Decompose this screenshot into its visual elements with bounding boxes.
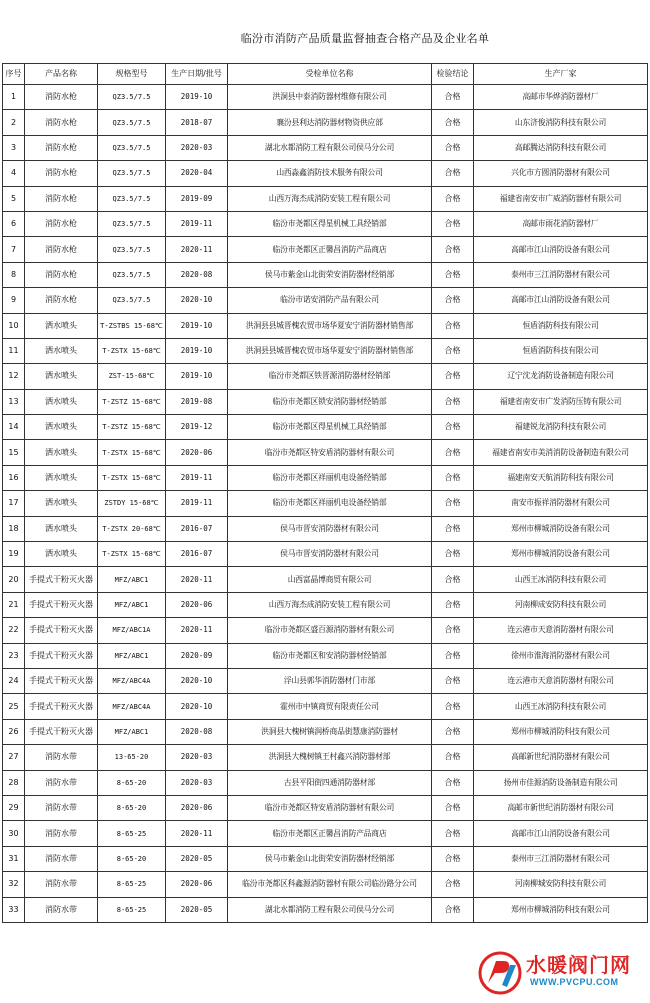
cell-index: 14	[3, 415, 25, 440]
col-header-model: 规格型号	[98, 64, 166, 85]
cell-product: 消防水枪	[25, 161, 98, 186]
cell-manufacturer: 高邮市雨花消防器材厂	[474, 211, 648, 236]
cell-manufacturer: 郑州市柳城消防科技有限公司	[474, 719, 648, 744]
cell-model: ZSTDY 15-68℃	[98, 491, 166, 516]
table-row	[3, 770, 648, 795]
cell-date: 2019-09	[166, 186, 228, 211]
cell-model: MFZ/ABC4A	[98, 694, 166, 719]
table-row	[3, 415, 648, 440]
cell-product: 消防水带	[25, 795, 98, 820]
cell-product: 消防水枪	[25, 85, 98, 110]
cell-manufacturer: 福建省南安市广威消防器材有限公司	[474, 186, 648, 211]
cell-product: 洒水喷头	[25, 440, 98, 465]
cell-manufacturer: 福建锐龙消防科技有限公司	[474, 415, 648, 440]
cell-model: 8-65-20	[98, 795, 166, 820]
cell-manufacturer: 郑州市柳城消防设备有限公司	[474, 516, 648, 541]
cell-date: 2020-03	[166, 745, 228, 770]
cell-product: 洒水喷头	[25, 465, 98, 490]
cell-index: 9	[3, 288, 25, 313]
cell-manufacturer: 福建省南安市美消消防设备制造有限公司	[474, 440, 648, 465]
table-row	[3, 795, 648, 820]
cell-model: QZ3.5/7.5	[98, 110, 166, 135]
cell-product: 洒水喷头	[25, 415, 98, 440]
cell-result: 合格	[432, 668, 474, 693]
cell-model: 8-65-20	[98, 846, 166, 871]
cell-manufacturer: 山西王冰消防科技有限公司	[474, 567, 648, 592]
cell-model: T-ZSTZ 15-68℃	[98, 389, 166, 414]
cell-manufacturer: 高邮腾达消防科技有限公司	[474, 135, 648, 160]
cell-index: 33	[3, 897, 25, 922]
cell-inspected-unit: 霍州市中镇商贸有限责任公司	[228, 694, 432, 719]
cell-manufacturer: 高邮市江山消防设备有限公司	[474, 288, 648, 313]
cell-inspected-unit: 侯马市晋安消防器材有限公司	[228, 542, 432, 567]
cell-index: 21	[3, 592, 25, 617]
cell-result: 合格	[432, 288, 474, 313]
pv-logo-icon	[476, 949, 524, 997]
cell-result: 合格	[432, 161, 474, 186]
cell-model: T-ZSTX 15-68℃	[98, 440, 166, 465]
cell-inspected-unit: 洪洞县大槐树镇润桥商品街慧康消防器材	[228, 719, 432, 744]
cell-model: ZST-15-68℃	[98, 364, 166, 389]
cell-index: 13	[3, 389, 25, 414]
cell-date: 2020-10	[166, 694, 228, 719]
cell-result: 合格	[432, 846, 474, 871]
cell-result: 合格	[432, 186, 474, 211]
cell-result: 合格	[432, 643, 474, 668]
cell-date: 2016-07	[166, 516, 228, 541]
cell-result: 合格	[432, 592, 474, 617]
cell-date: 2019-11	[166, 465, 228, 490]
cell-date: 2020-11	[166, 821, 228, 846]
cell-manufacturer: 山东济俊消防科技有限公司	[474, 110, 648, 135]
cell-product: 手提式干粉灭火器	[25, 694, 98, 719]
cell-index: 4	[3, 161, 25, 186]
cell-inspected-unit: 洪洞县中泰消防器材维修有限公司	[228, 85, 432, 110]
table-row	[3, 465, 648, 490]
cell-model: T-ZSTBS 15-68℃	[98, 313, 166, 338]
cell-inspected-unit: 洪洞县县城晋槐农贸市场华夏安宁消防器材销售部	[228, 338, 432, 363]
cell-inspected-unit: 临汾市尧都区得星机械工具经销部	[228, 211, 432, 236]
cell-result: 合格	[432, 694, 474, 719]
cell-result: 合格	[432, 237, 474, 262]
cell-product: 消防水枪	[25, 135, 98, 160]
cell-inspected-unit: 浮山县郭华消防器材门市部	[228, 668, 432, 693]
table-row	[3, 491, 648, 516]
table-row	[3, 389, 648, 414]
cell-manufacturer: 福建省南安市广发消防压铸有限公司	[474, 389, 648, 414]
cell-result: 合格	[432, 745, 474, 770]
cell-manufacturer: 高邮市华烨消防器材厂	[474, 85, 648, 110]
cell-date: 2020-03	[166, 770, 228, 795]
cell-date: 2020-06	[166, 592, 228, 617]
cell-product: 洒水喷头	[25, 364, 98, 389]
cell-date: 2020-05	[166, 897, 228, 922]
cell-inspected-unit: 临汾市尧都区铁晋源消防器材经销部	[228, 364, 432, 389]
cell-model: T-ZSTX 15-68℃	[98, 465, 166, 490]
cell-inspected-unit: 湖北水都消防工程有限公司侯马分公司	[228, 897, 432, 922]
cell-model: QZ3.5/7.5	[98, 161, 166, 186]
cell-result: 合格	[432, 364, 474, 389]
cell-index: 16	[3, 465, 25, 490]
cell-model: 8-65-25	[98, 872, 166, 897]
cell-manufacturer: 山西王冰消防科技有限公司	[474, 694, 648, 719]
cell-inspected-unit: 侯马市晋安消防器材有限公司	[228, 516, 432, 541]
cell-date: 2020-04	[166, 161, 228, 186]
cell-date: 2020-06	[166, 872, 228, 897]
cell-manufacturer: 河南柳成安防科技有限公司	[474, 592, 648, 617]
cell-inspected-unit: 侯马市紫金山北街荣安消防器材经销部	[228, 262, 432, 287]
cell-manufacturer: 恒盾消防科技有限公司	[474, 313, 648, 338]
col-header-index: 序号	[3, 64, 25, 85]
cell-product: 消防水带	[25, 872, 98, 897]
col-header-inspected-unit: 受检单位名称	[228, 64, 432, 85]
page-title: 临汾市消防产品质量监督抽查合格产品及企业名单	[240, 32, 490, 45]
cell-result: 合格	[432, 770, 474, 795]
cell-model: 8-65-25	[98, 821, 166, 846]
table-row	[3, 897, 648, 922]
cell-product: 手提式干粉灭火器	[25, 643, 98, 668]
cell-manufacturer: 高邮市新世纪消防器材有限公司	[474, 795, 648, 820]
cell-product: 消防水枪	[25, 262, 98, 287]
cell-date: 2020-10	[166, 668, 228, 693]
cell-date: 2019-10	[166, 85, 228, 110]
cell-inspected-unit: 临汾市尧都区祥丽机电设备经销部	[228, 491, 432, 516]
cell-index: 28	[3, 770, 25, 795]
cell-product: 消防水带	[25, 770, 98, 795]
cell-index: 27	[3, 745, 25, 770]
cell-inspected-unit: 洪洞县县城晋槐农贸市场华夏安宁消防器材销售部	[228, 313, 432, 338]
cell-manufacturer: 辽宁沈龙消防设备制造有限公司	[474, 364, 648, 389]
cell-result: 合格	[432, 542, 474, 567]
cell-product: 手提式干粉灭火器	[25, 668, 98, 693]
cell-inspected-unit: 临汾市尧都区得星机械工具经销部	[228, 415, 432, 440]
cell-date: 2019-08	[166, 389, 228, 414]
cell-date: 2020-09	[166, 643, 228, 668]
col-header-result: 检验结论	[432, 64, 474, 85]
cell-product: 洒水喷头	[25, 542, 98, 567]
cell-product: 消防水带	[25, 821, 98, 846]
cell-inspected-unit: 湖北水都消防工程有限公司侯马分公司	[228, 135, 432, 160]
table-row	[3, 135, 648, 160]
table-row	[3, 211, 648, 236]
cell-product: 消防水枪	[25, 288, 98, 313]
cell-model: T-ZSTX 20-68℃	[98, 516, 166, 541]
cell-index: 17	[3, 491, 25, 516]
table-body	[3, 85, 648, 923]
cell-model: MFZ/ABC1A	[98, 618, 166, 643]
cell-product: 手提式干粉灭火器	[25, 567, 98, 592]
cell-index: 26	[3, 719, 25, 744]
cell-result: 合格	[432, 465, 474, 490]
cell-model: 8-65-25	[98, 897, 166, 922]
table-row	[3, 821, 648, 846]
cell-index: 19	[3, 542, 25, 567]
table-row	[3, 85, 648, 110]
cell-inspected-unit: 古县平阳街四通消防器材部	[228, 770, 432, 795]
cell-inspected-unit: 临汾市尧都区特安盾消防器材有限公司	[228, 440, 432, 465]
table-row	[3, 567, 648, 592]
cell-index: 3	[3, 135, 25, 160]
cell-model: MFZ/ABC1	[98, 719, 166, 744]
cell-inspected-unit: 临汾市尧都区盛百源消防器材有限公司	[228, 618, 432, 643]
cell-index: 18	[3, 516, 25, 541]
cell-product: 洒水喷头	[25, 389, 98, 414]
cell-product: 手提式干粉灭火器	[25, 618, 98, 643]
col-header-date: 生产日期/批号	[166, 64, 228, 85]
table-row	[3, 313, 648, 338]
cell-result: 合格	[432, 262, 474, 287]
cell-date: 2020-05	[166, 846, 228, 871]
cell-inspected-unit: 临汾市诺安消防产品有限公司	[228, 288, 432, 313]
cell-manufacturer: 连云港市天意消防器材有限公司	[474, 618, 648, 643]
cell-manufacturer: 泰州市三江消防器材有限公司	[474, 846, 648, 871]
cell-inspected-unit: 临汾市尧都区锁安消防器材经销部	[228, 389, 432, 414]
table-row	[3, 338, 648, 363]
cell-index: 6	[3, 211, 25, 236]
cell-inspected-unit: 侯马市紫金山北街荣安消防器材经销部	[228, 846, 432, 871]
cell-result: 合格	[432, 440, 474, 465]
cell-product: 洒水喷头	[25, 491, 98, 516]
table-row	[3, 592, 648, 617]
cell-inspected-unit: 山西富晶博商贸有限公司	[228, 567, 432, 592]
cell-index: 30	[3, 821, 25, 846]
table-row	[3, 110, 648, 135]
cell-date: 2020-11	[166, 618, 228, 643]
col-header-manufacturer: 生产厂家	[474, 64, 648, 85]
cell-result: 合格	[432, 85, 474, 110]
cell-date: 2020-06	[166, 440, 228, 465]
cell-manufacturer: 扬州市佳源消防设备制造有限公司	[474, 770, 648, 795]
cell-result: 合格	[432, 719, 474, 744]
cell-result: 合格	[432, 135, 474, 160]
table-row	[3, 440, 648, 465]
cell-model: T-ZSTX 15-68℃	[98, 542, 166, 567]
cell-product: 手提式干粉灭火器	[25, 719, 98, 744]
cell-date: 2020-11	[166, 567, 228, 592]
table-row	[3, 186, 648, 211]
cell-product: 消防水带	[25, 897, 98, 922]
cell-inspected-unit: 山西万海杰成消防安装工程有限公司	[228, 592, 432, 617]
cell-date: 2019-10	[166, 338, 228, 363]
cell-product: 手提式干粉灭火器	[25, 592, 98, 617]
cell-model: QZ3.5/7.5	[98, 237, 166, 262]
cell-inspected-unit: 临汾市尧都区正馨昌消防产品商店	[228, 237, 432, 262]
cell-manufacturer: 高邮新世纪消防器材有限公司	[474, 745, 648, 770]
cell-model: MFZ/ABC1	[98, 643, 166, 668]
table-header-row	[3, 64, 648, 85]
cell-date: 2018-07	[166, 110, 228, 135]
cell-index: 22	[3, 618, 25, 643]
cell-manufacturer: 福建南安天航消防科技有限公司	[474, 465, 648, 490]
cell-product: 洒水喷头	[25, 516, 98, 541]
cell-index: 1	[3, 85, 25, 110]
cell-result: 合格	[432, 821, 474, 846]
table-row	[3, 846, 648, 871]
cell-result: 合格	[432, 110, 474, 135]
cell-date: 2019-11	[166, 211, 228, 236]
cell-date: 2020-08	[166, 719, 228, 744]
cell-date: 2020-08	[166, 262, 228, 287]
cell-product: 洒水喷头	[25, 313, 98, 338]
cell-manufacturer: 南安市振祥消防器材有限公司	[474, 491, 648, 516]
cell-inspected-unit: 临汾市尧都区祥丽机电设备经销部	[228, 465, 432, 490]
table-row	[3, 364, 648, 389]
cell-product: 消防水枪	[25, 237, 98, 262]
cell-date: 2019-11	[166, 491, 228, 516]
col-header-product: 产品名称	[25, 64, 98, 85]
cell-manufacturer: 泰州市三江消防器材有限公司	[474, 262, 648, 287]
cell-result: 合格	[432, 415, 474, 440]
cell-product: 消防水枪	[25, 186, 98, 211]
cell-product: 消防水带	[25, 846, 98, 871]
table-row	[3, 542, 648, 567]
cell-date: 2019-10	[166, 364, 228, 389]
cell-index: 32	[3, 872, 25, 897]
cell-index: 5	[3, 186, 25, 211]
cell-inspected-unit: 襄汾县利达消防器材物资供应部	[228, 110, 432, 135]
cell-result: 合格	[432, 389, 474, 414]
cell-date: 2020-10	[166, 288, 228, 313]
watermark-brand: 水暖阀门网	[526, 953, 631, 977]
cell-inspected-unit: 山西万海杰成消防安装工程有限公司	[228, 186, 432, 211]
cell-product: 洒水喷头	[25, 338, 98, 363]
cell-index: 20	[3, 567, 25, 592]
cell-model: MFZ/ABC1	[98, 592, 166, 617]
cell-inspected-unit: 山西淼鑫消防技术服务有限公司	[228, 161, 432, 186]
table-row	[3, 745, 648, 770]
cell-index: 7	[3, 237, 25, 262]
cell-date: 2020-11	[166, 237, 228, 262]
cell-date: 2016-07	[166, 542, 228, 567]
cell-model: T-ZSTX 15-68℃	[98, 338, 166, 363]
cell-model: MFZ/ABC1	[98, 567, 166, 592]
cell-model: QZ3.5/7.5	[98, 85, 166, 110]
cell-result: 合格	[432, 516, 474, 541]
table-row	[3, 668, 648, 693]
cell-model: QZ3.5/7.5	[98, 288, 166, 313]
cell-index: 8	[3, 262, 25, 287]
cell-manufacturer: 徐州市淮海消防器材有限公司	[474, 643, 648, 668]
cell-model: 8-65-20	[98, 770, 166, 795]
cell-model: MFZ/ABC4A	[98, 668, 166, 693]
cell-model: QZ3.5/7.5	[98, 262, 166, 287]
table-row	[3, 872, 648, 897]
cell-manufacturer: 高邮市江山消防设备有限公司	[474, 821, 648, 846]
table-row	[3, 161, 648, 186]
cell-result: 合格	[432, 313, 474, 338]
cell-inspected-unit: 临汾市尧都区科鑫源消防器材有限公司临汾路分公司	[228, 872, 432, 897]
cell-result: 合格	[432, 567, 474, 592]
cell-model: QZ3.5/7.5	[98, 211, 166, 236]
cell-manufacturer: 恒盾消防科技有限公司	[474, 338, 648, 363]
cell-result: 合格	[432, 872, 474, 897]
cell-index: 12	[3, 364, 25, 389]
site-watermark	[476, 947, 646, 999]
cell-index: 23	[3, 643, 25, 668]
cell-model: QZ3.5/7.5	[98, 186, 166, 211]
cell-result: 合格	[432, 211, 474, 236]
cell-product: 消防水枪	[25, 110, 98, 135]
table-row	[3, 694, 648, 719]
table-row	[3, 288, 648, 313]
cell-date: 2019-10	[166, 313, 228, 338]
cell-inspected-unit: 临汾市尧都区特安盾消防器材有限公司	[228, 795, 432, 820]
cell-product: 消防水枪	[25, 211, 98, 236]
cell-product: 消防水带	[25, 745, 98, 770]
table-row	[3, 262, 648, 287]
watermark-url: WWW.PVCPU.COM	[530, 977, 619, 987]
cell-manufacturer: 高邮市江山消防设备有限公司	[474, 237, 648, 262]
cell-result: 合格	[432, 897, 474, 922]
cell-index: 25	[3, 694, 25, 719]
table-row	[3, 618, 648, 643]
cell-manufacturer: 兴化市方圆消防器材有限公司	[474, 161, 648, 186]
cell-date: 2019-12	[166, 415, 228, 440]
table-row	[3, 643, 648, 668]
cell-inspected-unit: 洪洞县大槐树镇王村鑫兴消防器材部	[228, 745, 432, 770]
cell-index: 24	[3, 668, 25, 693]
cell-model: T-ZSTZ 15-68℃	[98, 415, 166, 440]
cell-inspected-unit: 临汾市尧都区和安消防器材经销部	[228, 643, 432, 668]
cell-result: 合格	[432, 338, 474, 363]
cell-result: 合格	[432, 795, 474, 820]
cell-manufacturer: 河南柳城安防科技有限公司	[474, 872, 648, 897]
cell-manufacturer: 郑州市柳城消防设备有限公司	[474, 542, 648, 567]
cell-index: 10	[3, 313, 25, 338]
table-row	[3, 237, 648, 262]
cell-date: 2020-03	[166, 135, 228, 160]
cell-manufacturer: 郑州市柳城消防科技有限公司	[474, 897, 648, 922]
cell-index: 15	[3, 440, 25, 465]
cell-model: 13-65-20	[98, 745, 166, 770]
cell-index: 2	[3, 110, 25, 135]
cell-model: QZ3.5/7.5	[98, 135, 166, 160]
table-row	[3, 719, 648, 744]
cell-inspected-unit: 临汾市尧都区正馨昌消防产品商店	[228, 821, 432, 846]
cell-result: 合格	[432, 618, 474, 643]
table-row	[3, 516, 648, 541]
cell-index: 11	[3, 338, 25, 363]
cell-date: 2020-06	[166, 795, 228, 820]
cell-index: 29	[3, 795, 25, 820]
cell-result: 合格	[432, 491, 474, 516]
cell-index: 31	[3, 846, 25, 871]
product-table	[2, 63, 648, 923]
cell-manufacturer: 连云港市天意消防器材有限公司	[474, 668, 648, 693]
